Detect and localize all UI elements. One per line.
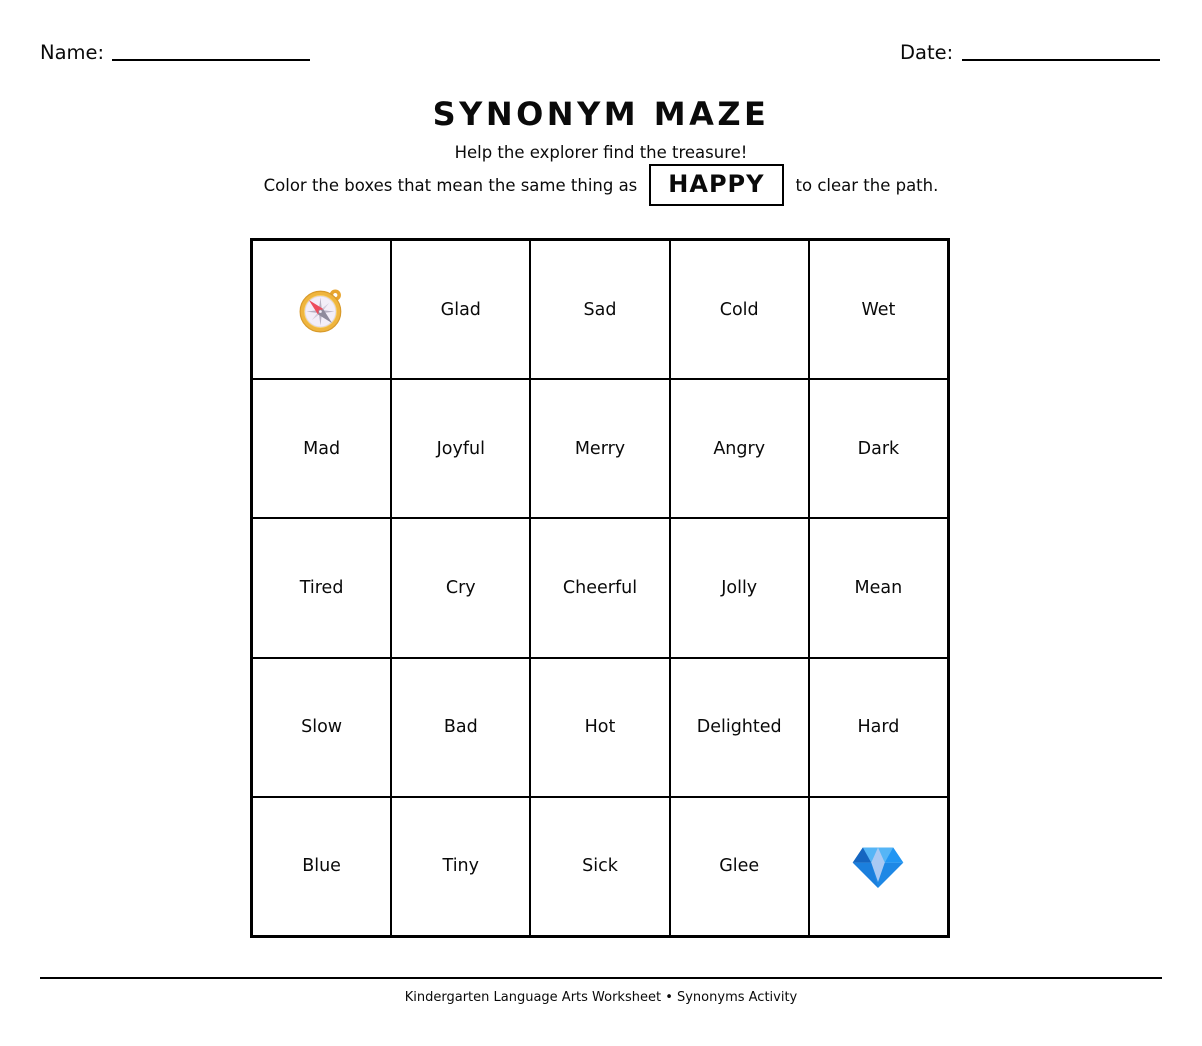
cell-word: Hot [584, 717, 616, 738]
cell-word: Cold [719, 299, 759, 320]
cell-word: Mad [303, 438, 341, 459]
maze-cell-mean[interactable] [809, 518, 948, 657]
compass-icon [297, 285, 347, 335]
cell-word: Glad [440, 299, 481, 320]
cell-word: Delighted [696, 717, 782, 738]
page-title: SYNONYM MAZE [432, 95, 770, 133]
maze-cell-blue[interactable] [252, 797, 391, 936]
maze-cell-compass[interactable] [252, 240, 391, 379]
maze-cell-glad[interactable] [391, 240, 530, 379]
cell-word: Tiny [442, 856, 480, 877]
date-blank-line[interactable] [962, 59, 1160, 61]
cell-word: Mean [854, 577, 903, 598]
maze-cell-glee[interactable] [670, 797, 809, 936]
name-blank-line[interactable] [112, 59, 310, 61]
cell-word: Wet [861, 299, 896, 320]
maze-cell-tired[interactable] [252, 518, 391, 657]
cell-word: Angry [713, 438, 766, 459]
cell-word: Tired [299, 577, 344, 598]
maze-cell-gem[interactable] [809, 797, 948, 936]
maze-cell-joyful[interactable] [391, 379, 530, 518]
maze-cell-sick[interactable] [530, 797, 669, 936]
maze-cell-jolly[interactable] [670, 518, 809, 657]
instruction-text-before: Color the boxes that mean the same thing as [263, 175, 638, 195]
cell-word: Sick [582, 856, 618, 877]
name-label: Name: [40, 41, 105, 64]
synonym-grid [250, 238, 950, 938]
footer-divider [40, 977, 1162, 979]
cell-word: Cry [445, 577, 476, 598]
maze-cell-merry[interactable] [530, 379, 669, 518]
cell-word: Sad [583, 299, 617, 320]
maze-cell-hard[interactable] [809, 658, 948, 797]
maze-cell-sad[interactable] [530, 240, 669, 379]
cell-word: Hard [857, 717, 900, 738]
cell-word: Jolly [721, 577, 758, 598]
date-label: Date: [900, 41, 954, 64]
maze-cell-bad[interactable] [391, 658, 530, 797]
footer-caption: Kindergarten Language Arts Worksheet • Synonyms Activity [404, 990, 798, 1005]
keyword-box: HAPPY [649, 164, 783, 206]
cell-word: Dark [857, 438, 900, 459]
maze-cell-dark[interactable] [809, 379, 948, 518]
instruction-text-after: to clear the path. [795, 175, 939, 195]
cell-word: Glee [719, 856, 760, 877]
cell-word: Joyful [436, 438, 485, 459]
maze-cell-delighted[interactable] [670, 658, 809, 797]
gem-icon [851, 842, 905, 890]
maze-cell-cold[interactable] [670, 240, 809, 379]
cell-word: Blue [302, 856, 341, 877]
cell-word: Bad [443, 717, 478, 738]
maze-cell-cheerful[interactable] [530, 518, 669, 657]
maze-cell-tiny[interactable] [391, 797, 530, 936]
cell-word: Slow [301, 717, 343, 738]
subtitle: Help the explorer find the treasure! [454, 143, 748, 162]
maze-cell-hot[interactable] [530, 658, 669, 797]
maze-cell-slow[interactable] [252, 658, 391, 797]
instruction-row [0, 163, 1202, 207]
maze-cell-cry[interactable] [391, 518, 530, 657]
maze-cell-angry[interactable] [670, 379, 809, 518]
maze-cell-mad[interactable] [252, 379, 391, 518]
cell-word: Merry [574, 438, 626, 459]
maze-cell-wet[interactable] [809, 240, 948, 379]
cell-word: Cheerful [562, 577, 638, 598]
